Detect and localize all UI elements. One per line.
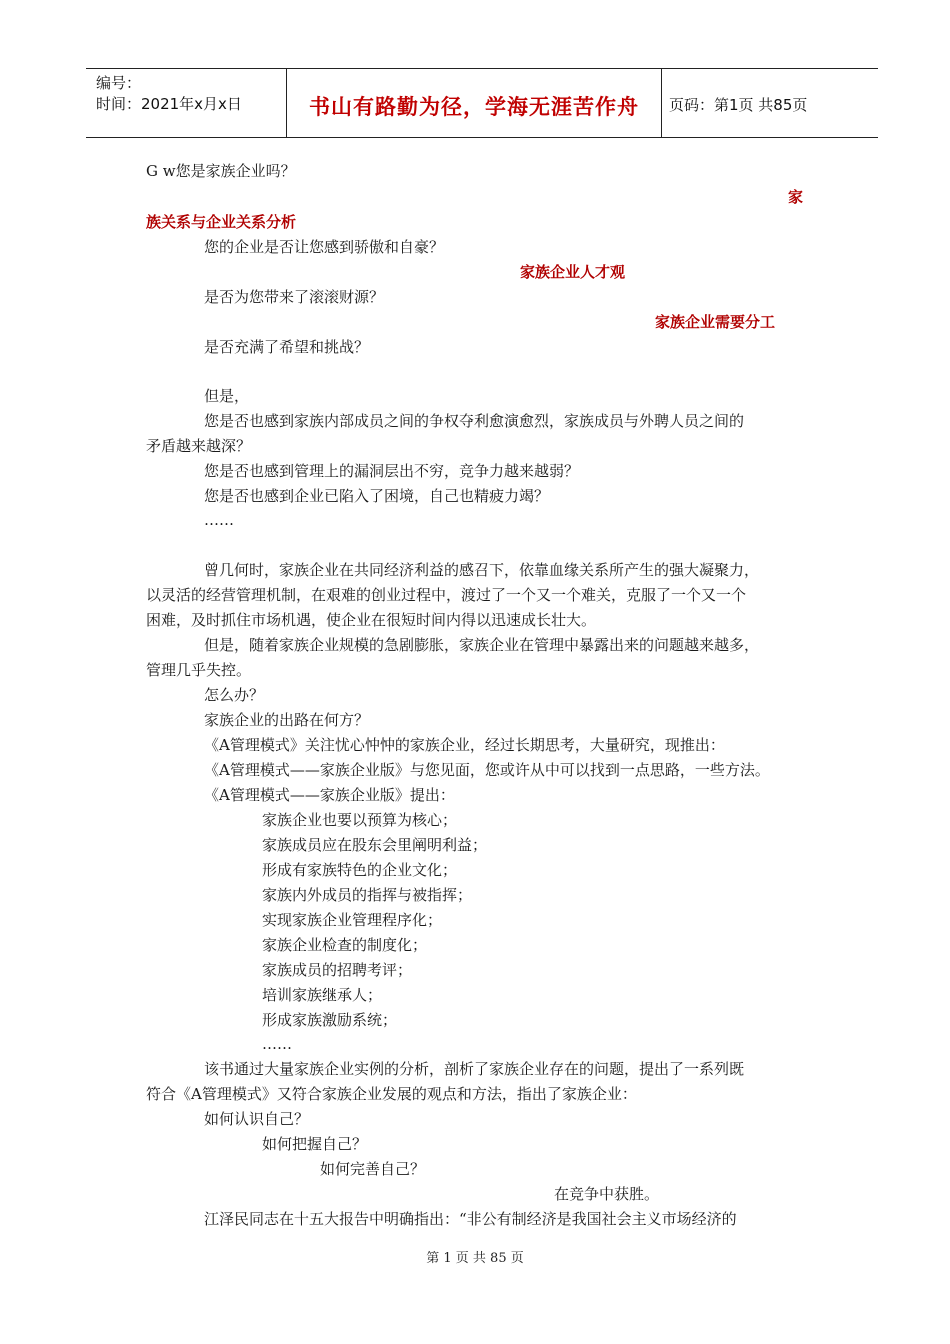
list-item: 家族企业检查的制度化； xyxy=(262,936,428,954)
header-motto-cell xyxy=(286,69,662,137)
body-line: 《A管理模式》关注忧心忡忡的家族企业，经过长期思考，大量研究，现推出： xyxy=(204,736,725,754)
body-line: 您是否也感到企业已陷入了困境，自己也精疲力竭？ xyxy=(204,487,550,505)
body-line: 是否充满了希望和挑战？ xyxy=(204,338,370,356)
page-footer: 第 1 页 共 85 页 xyxy=(426,1251,524,1266)
list-item: 家族内外成员的指挥与被指挥； xyxy=(262,886,473,904)
body-line: G w您是家族企业吗？ xyxy=(146,162,296,180)
body-line: 如何认识自己？ xyxy=(204,1110,310,1128)
body-line: 困难，及时抓住市场机遇，使企业在很短时间内得以迅速成长壮大。 xyxy=(146,611,597,629)
header-page-cell xyxy=(661,69,878,137)
body-line: 《A管理模式——家族企业版》与您见面，您或许从中可以找到一点思路，一些方法。 xyxy=(204,761,770,779)
body-line: 该书通过大量家族企业实例的分析，剖析了家族企业存在的问题，提出了一系列既 xyxy=(204,1060,745,1078)
body-line: 怎么办？ xyxy=(204,686,265,704)
header-table xyxy=(86,68,878,138)
list-item: 家族成员的招聘考评； xyxy=(262,961,413,979)
body-line: 江泽民同志在十五大报告中明确指出：“非公有制经济是我国社会主义市场经济的 xyxy=(204,1210,737,1228)
body-line: 您是否也感到管理上的漏洞层出不穷，竞争力越来越弱？ xyxy=(204,462,580,480)
body-line: 如何完善自己？ xyxy=(320,1160,426,1178)
body-line: 但是， xyxy=(204,387,250,405)
motto-text: 书山有路勤为径，学海无涯苦作舟 xyxy=(309,95,639,119)
list-item: 培训家族继承人； xyxy=(262,986,383,1004)
body-line: 您是否也感到家族内部成员之间的争权夺利愈演愈烈，家族成员与外聘人员之间的 xyxy=(204,412,745,430)
header-page-label: 页码：第1页 共85页 xyxy=(669,96,808,114)
body-line: 曾几何时，家族企业在共同经济利益的感召下，依靠血缘关系所产生的强大凝聚力， xyxy=(204,561,760,579)
body-line: 家族企业的出路在何方？ xyxy=(204,711,370,729)
list-item: 家族企业也要以预算为核心； xyxy=(262,811,458,829)
doc-number-label: 编号： xyxy=(96,74,142,92)
doc-time-label: 时间：2021年x月x日 xyxy=(96,95,242,113)
body-line: 但是，随着家族企业规模的急剧膨胀，家族企业在管理中暴露出来的问题越来越多， xyxy=(204,636,760,654)
body-line: 以灵活的经营管理机制，在艰难的创业过程中，渡过了一个又一个难关，克服了一个又一个 xyxy=(146,586,747,604)
body-line: 您的企业是否让您感到骄傲和自豪？ xyxy=(204,238,445,256)
list-item: 形成家族激励系统； xyxy=(262,1011,398,1029)
list-item: 形成有家族特色的企业文化； xyxy=(262,861,458,879)
ellipsis: …… xyxy=(262,1035,292,1053)
body-line: 在竞争中获胜。 xyxy=(554,1185,660,1203)
section-heading: 家族企业人才观 xyxy=(520,263,626,281)
header-meta-cell xyxy=(86,69,286,137)
body-line: 是否为您带来了滚滚财源？ xyxy=(204,288,385,306)
ellipsis: …… xyxy=(204,511,234,529)
body-line: 管理几乎失控。 xyxy=(146,661,252,679)
body-line: 《A管理模式——家族企业版》提出： xyxy=(204,786,455,804)
section-heading: 家 xyxy=(788,188,804,206)
section-heading: 家族企业需要分工 xyxy=(655,313,776,331)
body-line: 如何把握自己？ xyxy=(262,1135,368,1153)
body-line: 矛盾越来越深？ xyxy=(146,437,252,455)
list-item: 实现家族企业管理程序化； xyxy=(262,911,443,929)
list-item: 家族成员应在股东会里阐明利益； xyxy=(262,836,488,854)
body-line: 符合《A管理模式》又符合家族企业发展的观点和方法，指出了家族企业： xyxy=(146,1085,637,1103)
section-heading: 族关系与企业关系分析 xyxy=(146,213,297,231)
